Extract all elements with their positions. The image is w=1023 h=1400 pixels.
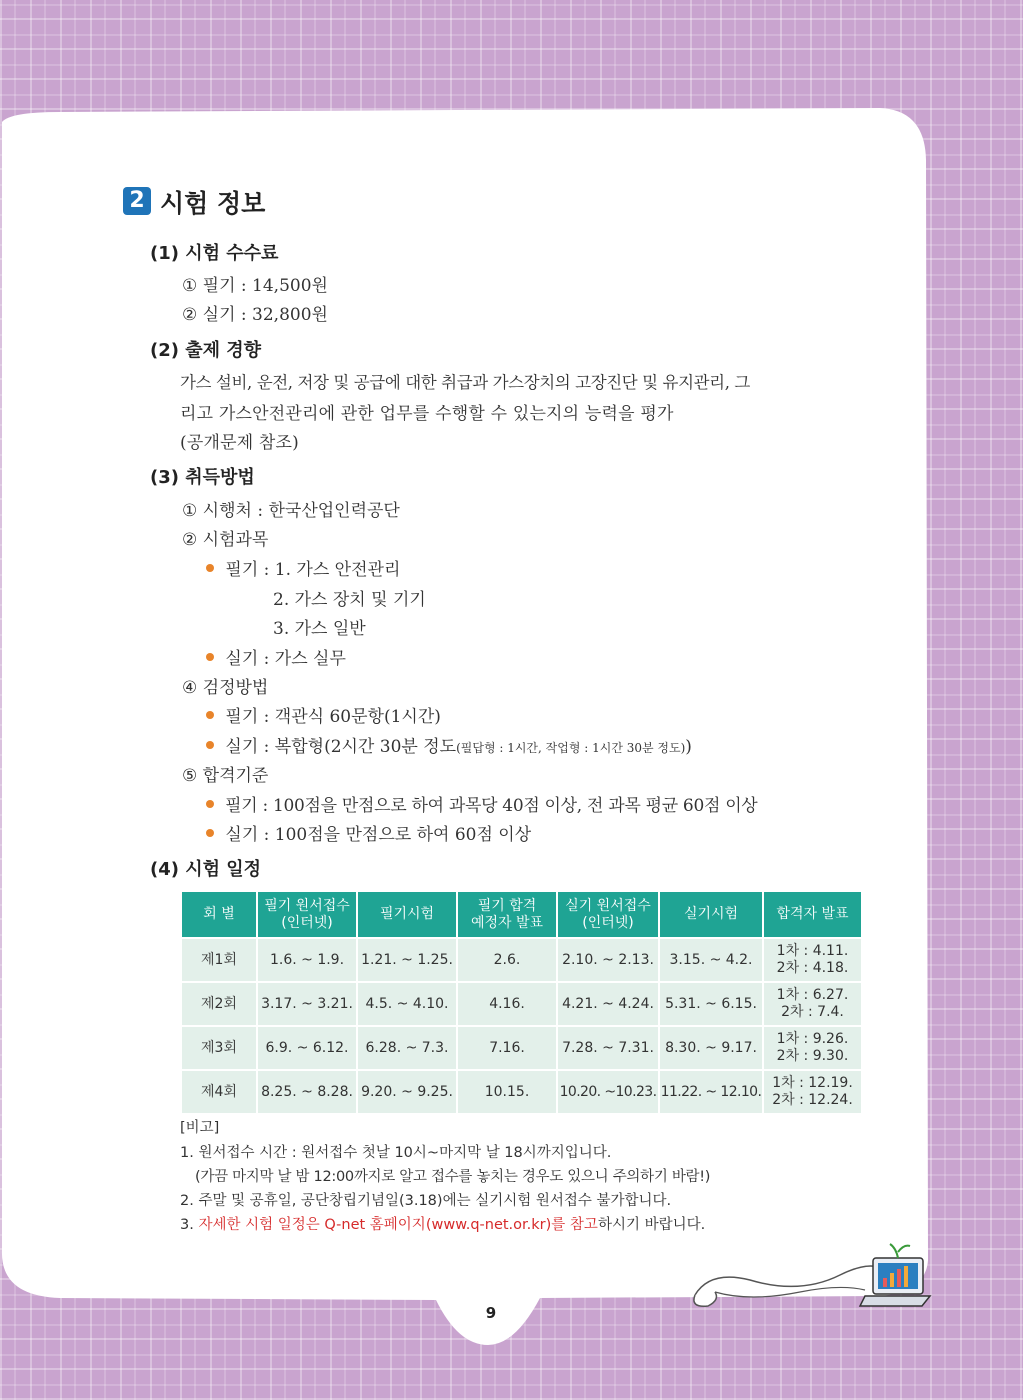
table-row xyxy=(181,982,862,1026)
circled-number: ① xyxy=(182,501,198,521)
note-line-1b: (가끔 마지막 날 밤 12:00까지로 알고 접수를 놓치는 경우도 있으니 주의하기 바람!) xyxy=(195,1169,711,1185)
cell-practical-application: 2.10. ~ 2.13. xyxy=(557,938,659,982)
grading-written-value: : 객관식 60문항(1시간) xyxy=(258,707,441,727)
agency-label: 시행처 xyxy=(202,501,252,521)
fee-written-value: : 14,500원 xyxy=(235,276,328,296)
col-round: 회 별 xyxy=(181,891,257,938)
circled-number: ② xyxy=(182,305,198,325)
grading-written-label: 필기 xyxy=(225,707,259,727)
subjects-practical-label: 실기 xyxy=(225,649,259,669)
col-practical-exam: 실기시험 xyxy=(659,891,763,938)
grading-label: 검정방법 xyxy=(202,678,269,698)
trend-heading: (2) 출제 경향 xyxy=(150,340,262,361)
trend-line-1: 가스 설비, 운전, 저장 및 공급에 대한 취급과 가스장치의 고장진단 및 유지관리, 그 xyxy=(180,373,750,392)
notes-title: [비고] xyxy=(180,1120,220,1136)
note-line-1: 1. 원서접수 시간 : 원서접수 첫날 10시~마지막 날 18시까지입니다. xyxy=(180,1145,612,1161)
subjects-written xyxy=(206,555,400,580)
agency-value: : 한국산업인력공단 xyxy=(251,501,400,521)
fee-written xyxy=(182,271,328,296)
pass-label: 합격기준 xyxy=(202,766,269,786)
table-header-row xyxy=(181,891,862,938)
fee-written-label: 필기 xyxy=(202,276,236,296)
pass-practical-label: 실기 xyxy=(225,825,259,845)
trend-line-3: (공개문제 참조) xyxy=(180,433,300,453)
note-line-3-suffix: 하시기 바랍니다. xyxy=(597,1217,706,1233)
cell-written-pass: 2.6. xyxy=(457,938,557,982)
subjects-item xyxy=(182,525,268,550)
section-title: 시험 정보 xyxy=(160,189,266,218)
pass-written-value: : 100점을 만점으로 하여 과목당 40점 이상, 전 과목 평균 60점 이상 xyxy=(257,796,758,816)
fee-practical xyxy=(182,300,328,325)
note-line-3-highlight: 자세한 시험 일정은 Q-net 홈페이지(www.q-net.or.kr)를 참고 xyxy=(198,1217,598,1233)
cell-practical-exam: 11.22. ~ 12.10. xyxy=(659,1070,763,1114)
cell-written-application: 3.17. ~ 3.21. xyxy=(257,982,357,1026)
grading-practical-label: 실기 xyxy=(225,737,259,757)
cell-written-exam: 6.28. ~ 7.3. xyxy=(357,1026,457,1070)
col-written-application: 필기 원서접수 (인터넷) xyxy=(257,891,357,938)
cell-practical-exam: 8.30. ~ 9.17. xyxy=(659,1026,763,1070)
cell-final-announce: 1차 : 12.19. 2차 : 12.24. xyxy=(763,1070,862,1114)
cell-final-announce: 1차 : 4.11. 2차 : 4.18. xyxy=(763,938,862,982)
fee-practical-value: : 32,800원 xyxy=(235,305,328,325)
cell-written-application: 8.25. ~ 8.28. xyxy=(257,1070,357,1114)
subjects-written-3: 3. 가스 일반 xyxy=(273,619,366,639)
cell-round: 제2회 xyxy=(181,982,257,1026)
cell-written-exam: 4.5. ~ 4.10. xyxy=(357,982,457,1026)
col-practical-application: 실기 원서접수 (인터넷) xyxy=(557,891,659,938)
subjects-practical-value: : 가스 실무 xyxy=(258,649,346,669)
table-row xyxy=(181,1026,862,1070)
cell-practical-application: 10.20. ~10.23. xyxy=(557,1070,659,1114)
grading-written xyxy=(206,702,441,727)
section-number-badge: 2 xyxy=(123,187,151,215)
cell-round: 제1회 xyxy=(181,938,257,982)
pass-practical-value: : 100점을 만점으로 하여 60점 이상 xyxy=(258,825,532,845)
cell-written-application: 1.6. ~ 1.9. xyxy=(257,938,357,982)
schedule-table xyxy=(180,890,863,1115)
pass-practical xyxy=(206,820,531,845)
subjects-written-2: 2. 가스 장치 및 기기 xyxy=(273,590,426,610)
subjects-written-label: 필기 xyxy=(225,560,259,580)
cell-final-announce: 1차 : 6.27. 2차 : 7.4. xyxy=(763,982,862,1026)
cell-written-exam: 1.21. ~ 1.25. xyxy=(357,938,457,982)
cell-practical-application: 7.28. ~ 7.31. xyxy=(557,1026,659,1070)
note-line-3-prefix: 3. xyxy=(180,1217,199,1233)
cell-round: 제3회 xyxy=(181,1026,257,1070)
cell-written-pass: 7.16. xyxy=(457,1026,557,1070)
subjects-label: 시험과목 xyxy=(202,530,269,550)
schedule-heading: (4) 시험 일정 xyxy=(150,859,262,880)
cell-practical-exam: 3.15. ~ 4.2. xyxy=(659,938,763,982)
table-row xyxy=(181,1070,862,1114)
note-line-2: 2. 주말 및 공휴일, 공단창립기념일(3.18)에는 실기시험 원서접수 불가합니다. xyxy=(180,1193,672,1209)
method-heading: (3) 취득방법 xyxy=(150,467,255,488)
grading-practical xyxy=(206,732,692,757)
page-number: 9 xyxy=(485,1304,497,1322)
subjects-practical xyxy=(206,644,346,669)
pass-written xyxy=(206,791,757,816)
circled-number: ⑤ xyxy=(182,766,198,786)
cell-written-exam: 9.20. ~ 9.25. xyxy=(357,1070,457,1114)
circled-number: ① xyxy=(182,276,198,296)
fees-heading: (1) 시험 수수료 xyxy=(150,243,279,264)
note-line-3 xyxy=(180,1213,705,1234)
cell-written-pass: 10.15. xyxy=(457,1070,557,1114)
table-row xyxy=(181,938,862,982)
cell-practical-application: 4.21. ~ 4.24. xyxy=(557,982,659,1026)
cell-written-application: 6.9. ~ 6.12. xyxy=(257,1026,357,1070)
grading-practical-value: : 복합형(2시간 30분 정도 xyxy=(258,737,457,757)
cell-final-announce: 1차 : 9.26. 2차 : 9.30. xyxy=(763,1026,862,1070)
circled-number: ④ xyxy=(182,678,198,698)
subjects-written-1: : 1. 가스 안전관리 xyxy=(258,560,401,580)
fee-practical-label: 실기 xyxy=(202,305,236,325)
trend-line-2: 리고 가스안전관리에 관한 업무를 수행할 수 있는지의 능력을 평가 xyxy=(180,404,674,424)
col-final-announce: 합격자 발표 xyxy=(763,891,862,938)
grading-item xyxy=(182,673,268,698)
agency-item xyxy=(182,496,400,521)
col-written-exam: 필기시험 xyxy=(357,891,457,938)
col-written-pass-announce: 필기 합격 예정자 발표 xyxy=(457,891,557,938)
pass-written-label: 필기 xyxy=(225,796,258,816)
laptop-chart-icon xyxy=(690,1240,940,1310)
cell-practical-exam: 5.31. ~ 6.15. xyxy=(659,982,763,1026)
grading-practical-note: (필답형 : 1시간, 작업형 : 1시간 30분 정도) xyxy=(456,741,686,755)
cell-round: 제4회 xyxy=(181,1070,257,1114)
pass-item xyxy=(182,761,268,786)
circled-number: ② xyxy=(182,530,198,550)
grading-practical-close: ) xyxy=(685,737,692,757)
cell-written-pass: 4.16. xyxy=(457,982,557,1026)
